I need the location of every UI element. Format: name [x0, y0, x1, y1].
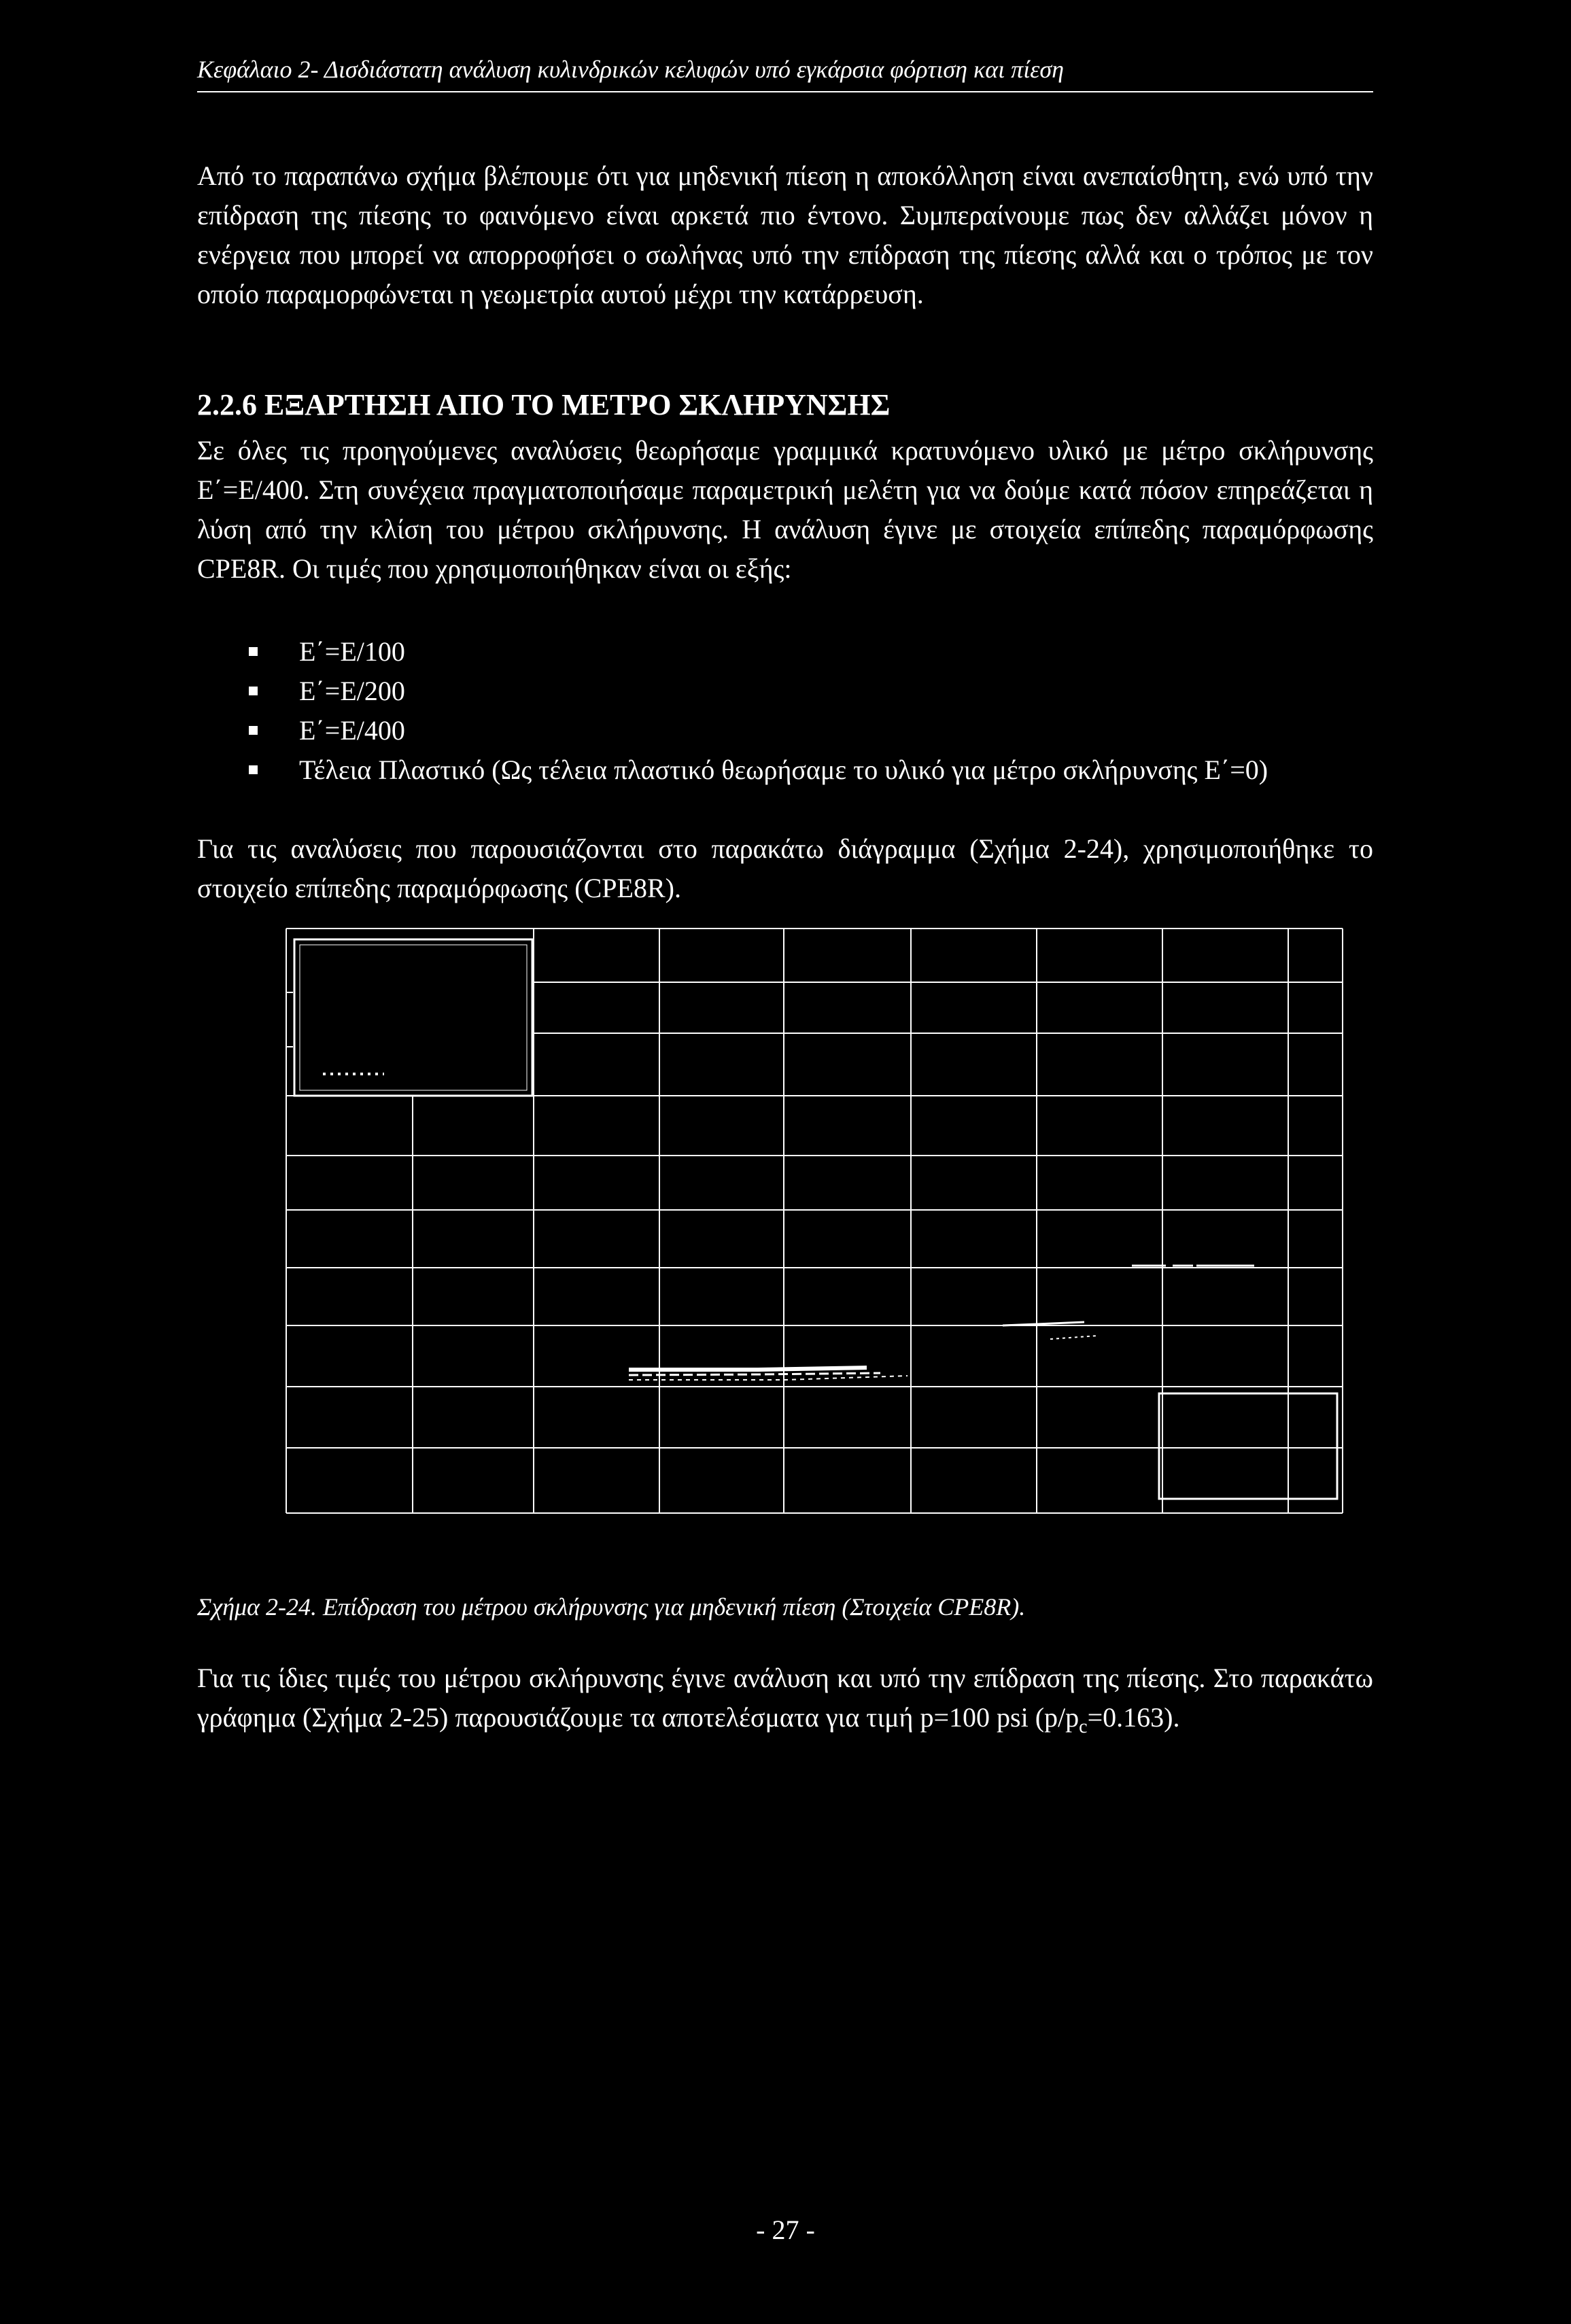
list-item: E΄=E/400 — [245, 711, 1373, 750]
running-header: Κεφάλαιο 2- Δισδιάστατη ανάλυση κυλινδρικών κελυφών υπό εγκάρσια φόρτιση και πίεση — [197, 54, 1373, 92]
section-heading: 2.2.6 ΕΞΑΡΤΗΣΗ ΑΠΟ ΤΟ ΜΕΤΡΟ ΣΚΛΗΡΥΝΣΗΣ — [197, 388, 891, 421]
paragraph-4: Για τις ίδιες τιμές του μέτρου σκλήρυνσης έγινε ανάλυση και υπό την επίδραση της πίεσης. Στο παρακάτω γράφημα (Σχήμα 2-25) παρουσιάζουμε τα αποτελέσματα για τιμή p=100 psi $(p/p_c=0.163)$. — [197, 1663, 1373, 1737]
hardening-values-list — [245, 632, 1373, 790]
page-number: - 27 - — [756, 2215, 815, 2245]
bullet-square-icon — [249, 687, 258, 695]
bullet-square-icon — [249, 726, 258, 735]
figure-grid-graphic — [282, 924, 1346, 1519]
paragraph-1: Από το παραπάνω σχήμα βλέπουμε ότι για μηδενική πίεση η αποκόλληση είναι ανεπαίσθητη, ενώ υπό την επίδραση της πίεσης το φαινόμενο είναι αρκετά πιο έντονο. Συμπεραίνουμε πως δεν αλλάζει μόνον η ενέργεια που μπορεί να απορροφήσει ο σωλήνας υπό την επίδραση της πίεσης αλλά και ο τρόπος με τον οποίο παραμορφώνεται η γεωμετρία αυτού μέχρι την κατάρρευση. — [197, 160, 1373, 309]
list-item: Τέλεια Πλαστικό (Ως τέλεια πλαστικό θεωρήσαμε το υλικό για μέτρο σκλήρυνσης E΄=0) — [245, 750, 1373, 790]
figure-caption: Σχήμα 2-24. Επίδραση του μέτρου σκλήρυνσης για μηδενική πίεση (Στοιχεία CPE8R). — [197, 1593, 1026, 1620]
list-item: E΄=E/200 — [245, 672, 1373, 711]
paragraph-3: Για τις αναλύσεις που παρουσιάζονται στο παρακάτω διάγραμμα (Σχήμα 2-24), χρησιμοποιήθηκε το στοιχείο επίπεδης παραμόρφωσης (CPE8R). — [197, 833, 1373, 903]
bullet-square-icon — [249, 765, 258, 774]
bullet-square-icon — [249, 647, 258, 656]
figure-2-24 — [282, 924, 1346, 1519]
paragraph-2: Σε όλες τις προηγούμενες αναλύσεις θεωρήσαμε γραμμικά κρατυνόμενο υλικό με μέτρο σκλήρυνσης E΄=E/400. Στη συνέχεια πραγματοποιήσαμε παραμετρική μελέτη για να δούμε κατά πόσον επηρεάζεται η λύση από την κλίση του μέτρου σκλήρυνσης. Η ανάλυση έγινε με στοιχεία επίπεδης παραμόρφωσης CPE8R. Οι τιμές που χρησιμοποιήθηκαν είναι οι εξής: — [197, 435, 1373, 584]
list-item: E΄=E/100 — [245, 632, 1373, 672]
